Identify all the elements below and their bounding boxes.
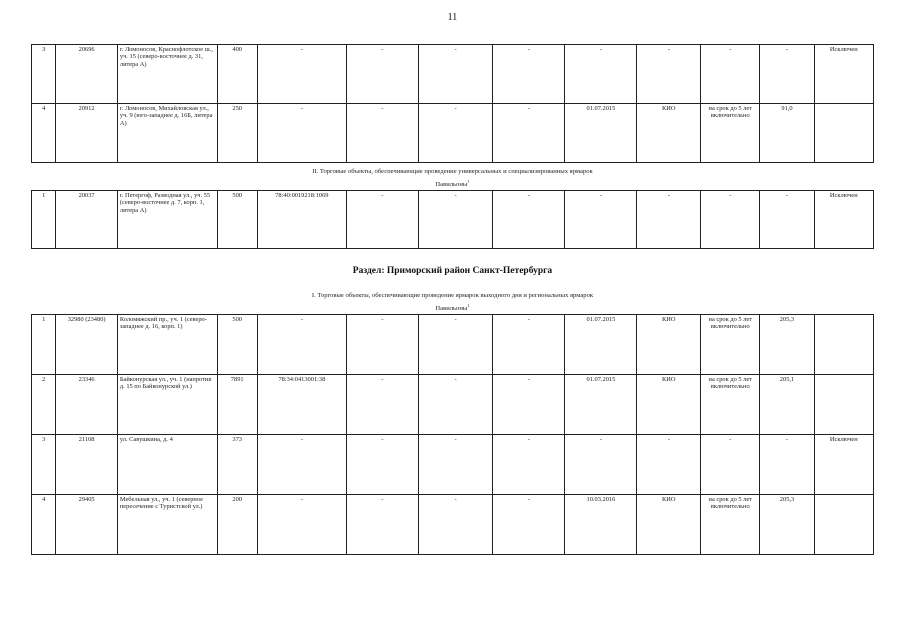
cell-id: 21108 [56, 435, 118, 495]
cell-value: 91,0 [760, 104, 814, 163]
cell-date: 01.07.2015 [565, 104, 637, 163]
cell-cadastre: - [257, 435, 346, 495]
cell-org: - [637, 45, 701, 104]
cell-term: - [701, 45, 760, 104]
cell-value: 205,3 [760, 315, 814, 375]
cell-value: 205,3 [760, 495, 814, 555]
table-row [32, 104, 874, 163]
cell-term: - [701, 191, 760, 249]
cell-value: - [760, 191, 814, 249]
subsection-caption-weekend-fairs [31, 292, 874, 312]
cell-address: г. Петергоф, Разводная ул., уч. 55 (северо-восточнее д. 7, корп. 1, литера А) [117, 191, 217, 249]
cell-term: на срок до 5 лет включительно [701, 495, 760, 555]
cell-term: на срок до 5 лет включительно [701, 104, 760, 163]
cell-date: 01.07.2015 [565, 315, 637, 375]
cell-c6: - [346, 45, 418, 104]
cell-c8: - [493, 375, 565, 435]
cell-area: 200 [217, 495, 257, 555]
cell-n: 4 [32, 104, 56, 163]
cell-org: КИО [637, 315, 701, 375]
cell-value: 205,1 [760, 375, 814, 435]
caption-subtitle: Павильоны$^1$ [435, 303, 470, 313]
cell-cadastre: - [257, 104, 346, 163]
cell-value: - [760, 45, 814, 104]
cell-c7: - [419, 375, 493, 435]
cell-address: г. Ломоносов, Краснофлотское ш., уч. 15 (северо-восточнее д. 31, литера А) [117, 45, 217, 104]
cell-id: 29405 [56, 495, 118, 555]
cell-date: 01.07.2015 [565, 375, 637, 435]
cell-n: 1 [32, 191, 56, 249]
cell-note [814, 375, 873, 435]
cell-cadastre: 78:40:0019218:1069 [257, 191, 346, 249]
cell-org: - [637, 191, 701, 249]
cell-c6: - [346, 435, 418, 495]
cell-n: 3 [32, 45, 56, 104]
cell-term: на срок до 5 лет включительно [701, 315, 760, 375]
cell-c8: - [493, 435, 565, 495]
cell-c7: - [419, 435, 493, 495]
cell-address: Байконурская ул., уч. 1 (напротив д. 15 по Байконурской ул.) [117, 375, 217, 435]
cell-c7: - [419, 315, 493, 375]
cell-area: 7891 [217, 375, 257, 435]
caption-text: II. Торговые объекты, обеспечивающие проведение универсальных и специализированных ярмарок [312, 168, 593, 175]
cell-date: - [565, 45, 637, 104]
cell-area: 373 [217, 435, 257, 495]
cell-org: КИО [637, 104, 701, 163]
table-row [32, 495, 874, 555]
cell-note [814, 495, 873, 555]
cell-id: 20037 [56, 191, 118, 249]
cell-c8: - [493, 315, 565, 375]
cell-c6: - [346, 315, 418, 375]
cell-c8: - [493, 45, 565, 104]
cell-org: КИО [637, 375, 701, 435]
cell-note: Исключен [814, 45, 873, 104]
cell-c6: - [346, 191, 418, 249]
cell-term: - [701, 435, 760, 495]
cell-id: 32980 (23480) [56, 315, 118, 375]
cell-note [814, 315, 873, 375]
subsection-caption-fairs [31, 168, 874, 188]
cell-n: 1 [32, 315, 56, 375]
cell-cadastre: 78:34:0413001:38 [257, 375, 346, 435]
cell-c6: - [346, 375, 418, 435]
cell-n: 2 [32, 375, 56, 435]
cell-c7: - [419, 45, 493, 104]
cell-address: Мебельная ул., уч. 1 (северное пересечение с Туристской ул.) [117, 495, 217, 555]
cell-note [814, 104, 873, 163]
cell-address: Коломяжский пр., уч. 1 (северо-западнее д. 16, корп. 1) [117, 315, 217, 375]
cell-n: 4 [32, 495, 56, 555]
cell-c7: - [419, 191, 493, 249]
cell-cadastre: - [257, 315, 346, 375]
cell-term: на срок до 5 лет включительно [701, 375, 760, 435]
cell-c8: - [493, 104, 565, 163]
table-row [32, 45, 874, 104]
cell-address: г. Ломоносов, Михайловская ул., уч. 9 (юго-западнее д. 16Б, литера А) [117, 104, 217, 163]
section-title: Раздел: Приморский район Санкт-Петербурга [352, 266, 553, 276]
cell-org: - [637, 435, 701, 495]
cell-org: КИО [637, 495, 701, 555]
caption-text: I. Торговые объекты, обеспечивающие проведение ярмарок выходного дня и региональных ярмарок [311, 292, 594, 299]
cell-date: 10.03.2016 [565, 495, 637, 555]
table-row [32, 191, 874, 249]
table-row [32, 435, 874, 495]
cell-value: - [760, 435, 814, 495]
cell-area: 500 [217, 315, 257, 375]
cell-date: - [565, 435, 637, 495]
cell-id: 20912 [56, 104, 118, 163]
cell-note: Исключен [814, 435, 873, 495]
cell-area: 400 [217, 45, 257, 104]
table-row [32, 315, 874, 375]
cell-address: ул. Савушкина, д. 4 [117, 435, 217, 495]
cell-cadastre: - [257, 495, 346, 555]
cell-id: 23346 [56, 375, 118, 435]
table-pavilions-petergof [31, 190, 874, 249]
page-number: 11 [447, 12, 458, 23]
cell-note: Исключен [814, 191, 873, 249]
cell-id: 20696 [56, 45, 118, 104]
cell-n: 3 [32, 435, 56, 495]
cell-c6: - [346, 495, 418, 555]
cell-c8: - [493, 495, 565, 555]
table-district-lomonosov [31, 44, 874, 163]
cell-c6: - [346, 104, 418, 163]
cell-c8: - [493, 191, 565, 249]
cell-date: - [565, 191, 637, 249]
table-row [32, 375, 874, 435]
cell-c7: - [419, 104, 493, 163]
cell-area: 250 [217, 104, 257, 163]
cell-c7: - [419, 495, 493, 555]
caption-subtitle: Павильоны$^1$ [435, 179, 470, 189]
table-primorsky-district [31, 314, 874, 555]
cell-area: 500 [217, 191, 257, 249]
cell-cadastre: - [257, 45, 346, 104]
